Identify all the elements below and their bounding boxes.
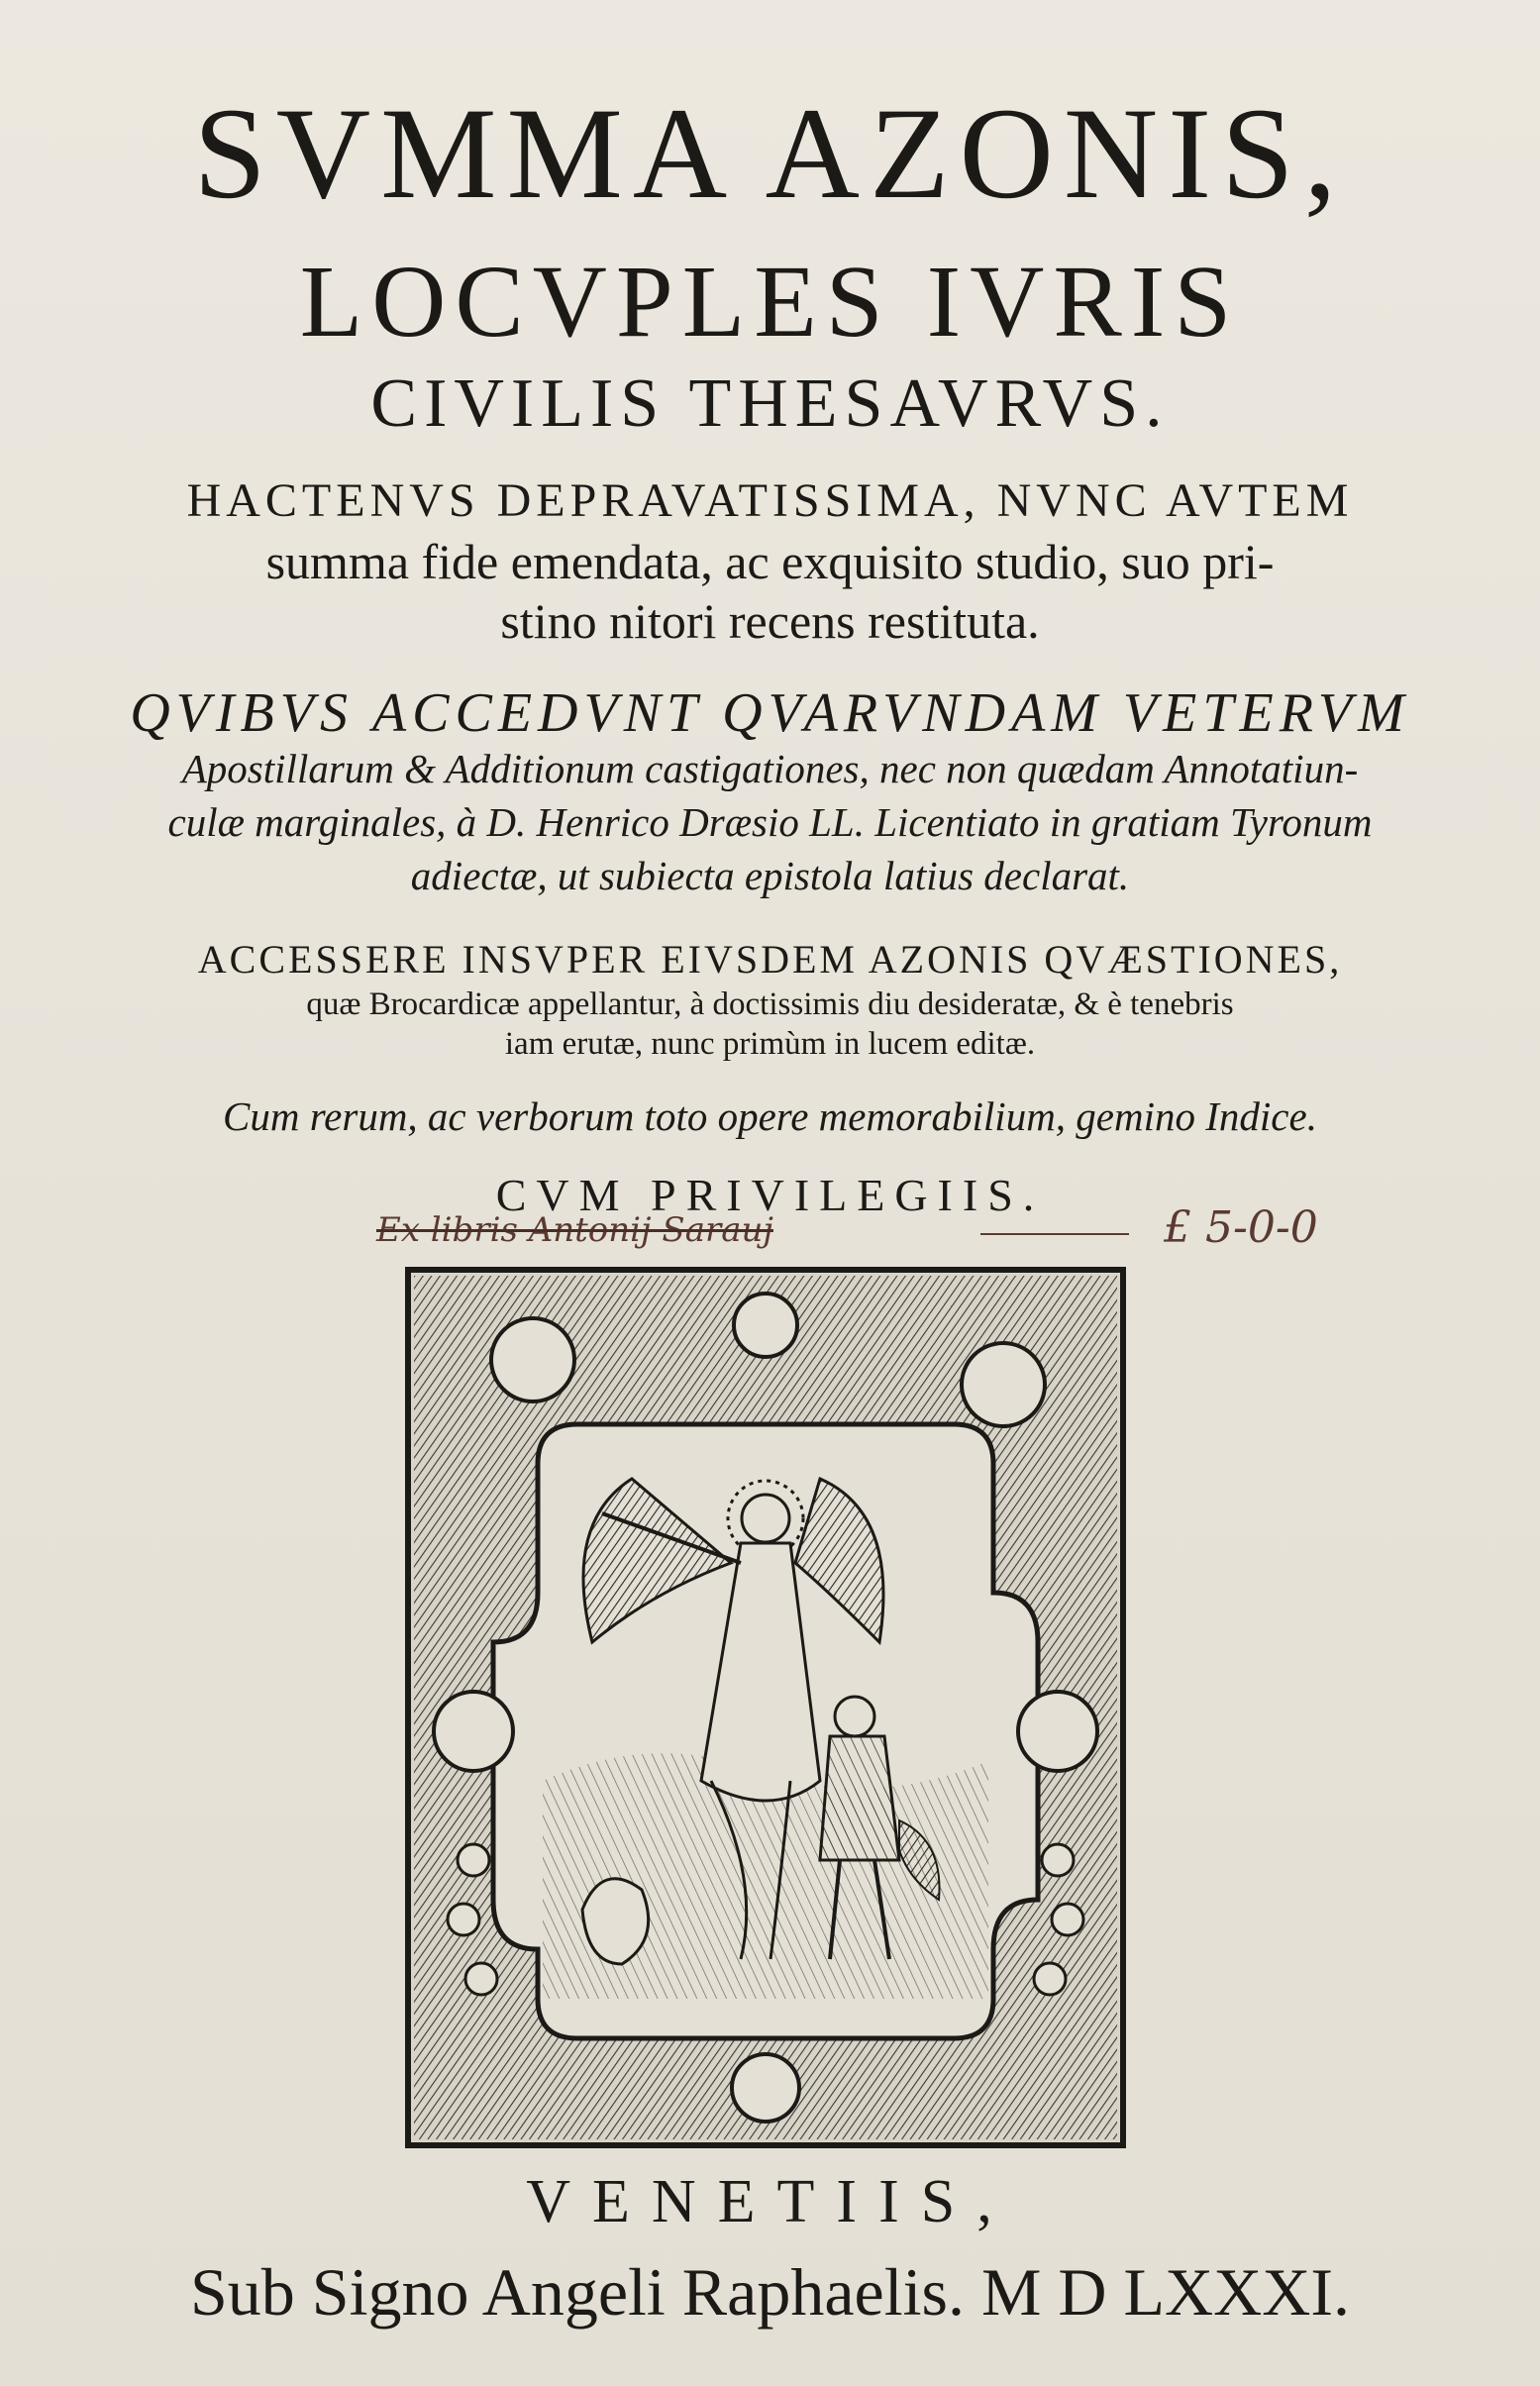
accessere-line-3: iam erutæ, nunc primùm in lucem editæ.	[504, 1026, 1036, 1062]
putto-right	[962, 1343, 1045, 1426]
title-line-2: LOCVPLES IVRIS	[299, 245, 1241, 359]
italic-heading: QVIBVS ACCEDVNT QVARVNDAM VETERVM	[130, 682, 1410, 744]
privilege-line: CVM PRIVILEGIIS.	[495, 1170, 1045, 1220]
mask-right	[1018, 1692, 1097, 1771]
imprint-place: VENETIIS,	[526, 2168, 1014, 2235]
accessere-line-1: ACCESSERE INSVPER EIVSDEM AZONIS QVÆSTIONES,	[197, 937, 1343, 982]
woodcut-svg	[404, 1266, 1127, 2149]
putto-left	[491, 1318, 574, 1401]
mask-bottom	[732, 2054, 799, 2122]
mask-left	[434, 1692, 513, 1771]
subtitle-line-3: stino nitori recens restituta.	[500, 593, 1040, 649]
italic-line-1: Apostillarum & Additionum castigationes, nec non quædam Annotatiun-	[181, 746, 1359, 791]
woodcut-illustration	[404, 1266, 1127, 2149]
accessere-line-2: quæ Brocardicæ appellantur, à doctissimis diu desideratæ, & è tenebris	[306, 986, 1234, 1022]
title-line-3: CIVILIS THESAVRVS.	[370, 365, 1170, 442]
index-line: Cum rerum, ac verborum toto opere memorabilium, gemino Indice.	[223, 1093, 1317, 1139]
handwritten-ex-libris: Ex libris Antonij Sarauj	[376, 1210, 773, 1250]
italic-line-2: culæ marginales, à D. Henrico Dræsio LL. Licentiato in gratiam Tyronum	[167, 799, 1373, 845]
imprint-line: Sub Signo Angeli Raphaelis. M D LXXXI.	[189, 2254, 1351, 2330]
subtitle-line-1: HACTENVS DEPRAVATISSIMA, NVNC AVTEM	[186, 474, 1354, 527]
handwritten-price: £ 5-0-0	[1164, 1202, 1318, 1253]
handwritten-dash	[980, 1233, 1129, 1235]
subtitle-line-2: summa fide emendata, ac exquisito studio, suo pri-	[265, 534, 1275, 589]
italic-line-3: adiectæ, ut subiecta epistola latius declarat.	[410, 853, 1130, 898]
mask-top	[734, 1294, 797, 1357]
title-line-1: SVMMA AZONIS,	[193, 80, 1347, 226]
